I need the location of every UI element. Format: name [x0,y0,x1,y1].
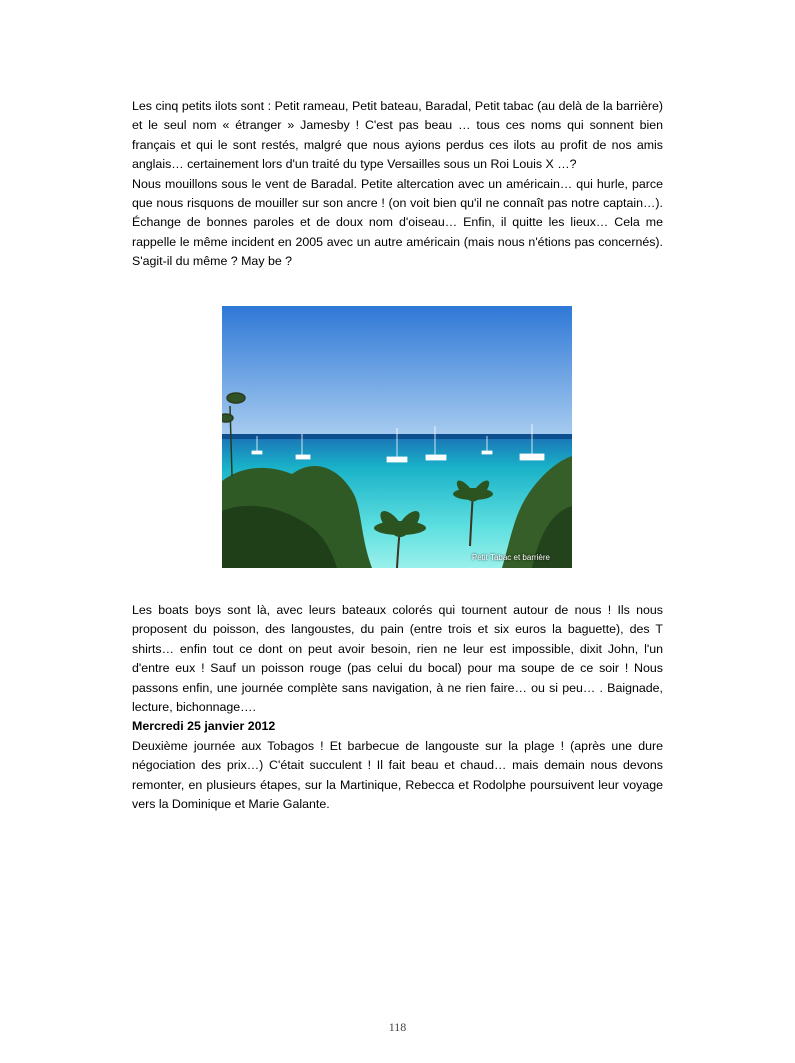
paragraph-islets: Les cinq petits ilots sont : Petit rameau, Petit bateau, Baradal, Petit tabac (au delà de la barrière) et le seul nom « étranger » Jamesby ! C'est pas beau … tous ces noms qui sonnent bien français et qui le sont restés, malgré que nous ayions perdus ces ilots au profit de nos amis anglais… certainement lors d'un traité du type Versailles sous un Roi Louis X …? [132,99,663,172]
text-block-top [132,97,663,272]
photo-caption: Petit Tabac et barrière [471,553,550,562]
paragraph-anchorage: Nous mouillons sous le vent de Baradal. Petite altercation avec un américain… qui hurle, parce que nous risquons de mouiller sur son ancre ! (on voit bien qu'il ne connaît pas notre captain…). Échange de bonnes paroles et de doux nom d'oiseau… Enfin, il quitte les lieux… Cela me rappelle le même incident en 2005 avec un autre américain (mais nous n'étions pas concernés). S'agit-il du même ? May be ? [132,176,663,269]
text-block-bottom [132,601,663,814]
date-heading: Mercredi 25 janvier 2012 [132,719,276,734]
paragraph-boat-boys: Les boats boys sont là, avec leurs bateaux colorés qui tournent autour de nous ! Ils nous proposent du poisson, des langoustes, du pain (entre trois et six euros la baguette), des T shirts… enfin tout ce dont on peut avoir besoin, rien ne leur est impossible, dixit John, l'un d'entre eux ! Sauf un poisson rouge (pas celui du bocal) pour ma soupe de ce soir ! Nous passons enfin, une journée complète sans navigation, à ne rien faire… ou si peu… . Baignade, lecture, bichonnage…. [132,603,663,715]
lagoon-photo [222,306,572,568]
page-number: 118 [388,1020,407,1034]
paragraph-tobago-day: Deuxième journée aux Tobagos ! Et barbecue de langouste sur la plage ! (après une dure négociation des prix…) C'était succulent ! Il fait beau et chaud… mais demain nous devons remonter, en plusieurs étapes, sur la Martinique, Rebecca et Rodolphe poursuivent leur voyage vers la Dominique et Marie Galante. [132,738,663,812]
